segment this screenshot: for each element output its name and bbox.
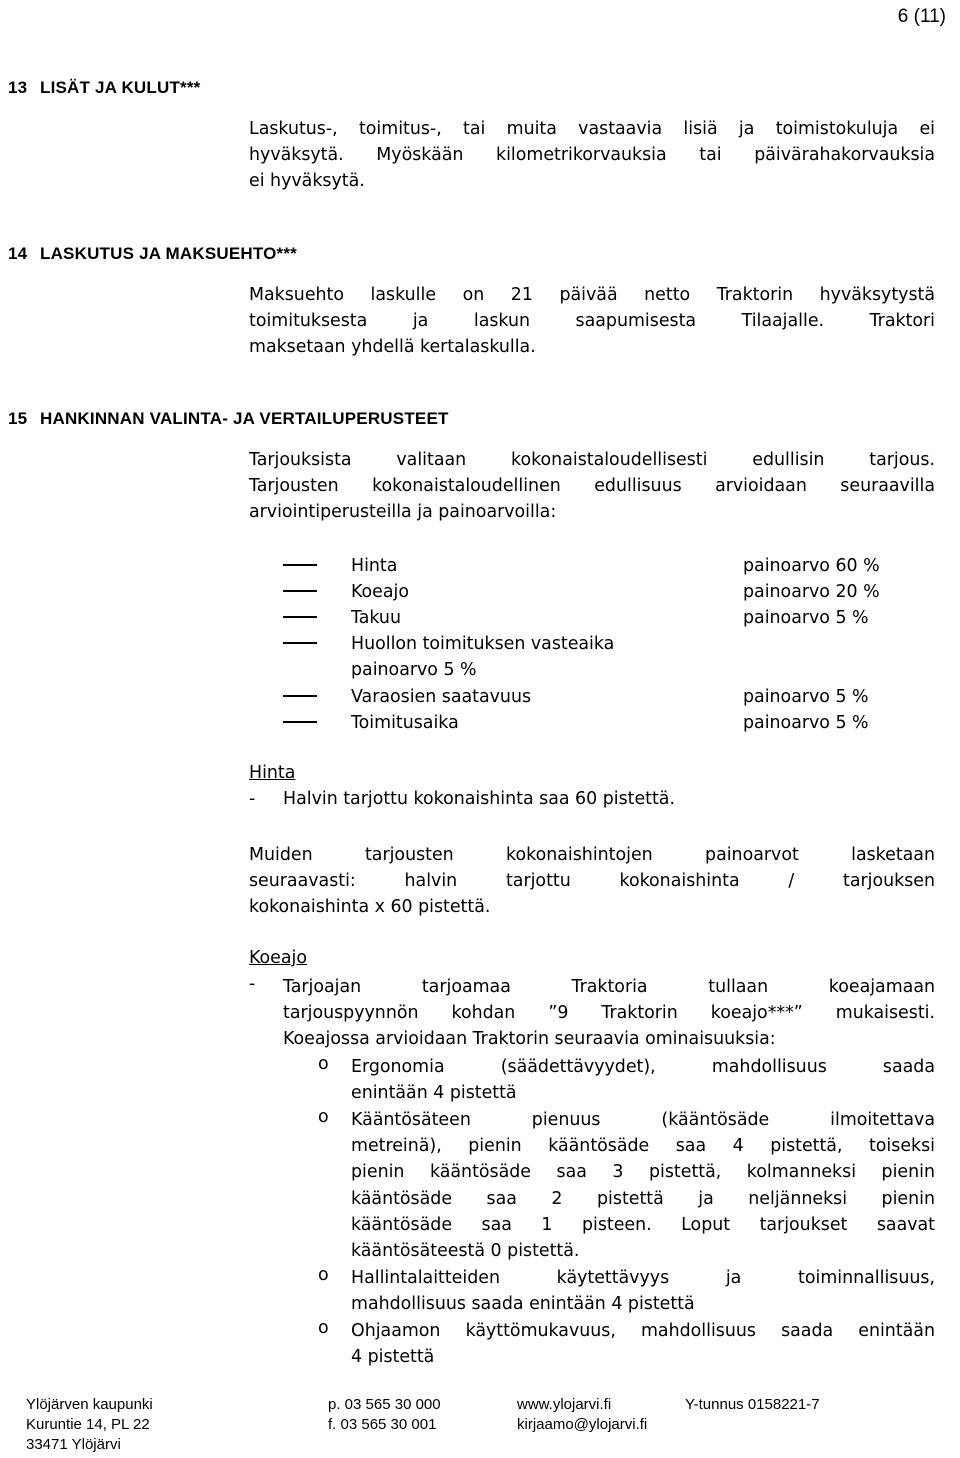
footer-fax: f. 03 565 30 001 <box>328 1416 437 1433</box>
section-13-heading <box>8 78 201 98</box>
text-line: Muiden tarjousten kokonaishintojen painoarvot lasketaan <box>249 845 935 865</box>
section-number: 13 <box>8 78 28 97</box>
footer-org-block <box>26 1395 153 1455</box>
text-line: arviointiperusteilla ja painoarvoilla: <box>249 502 557 523</box>
koeajo-subitem <box>351 1265 935 1317</box>
text-line: ei hyväksytä. <box>249 171 365 192</box>
hinta-item-text: Halvin tarjottu kokonaishinta saa 60 pistettä. <box>283 789 675 809</box>
footer-web-link[interactable]: www.ylojarvi.fi <box>517 1396 612 1413</box>
criteria-item <box>283 710 869 736</box>
criteria-weight: painoarvo 5 % <box>743 713 869 733</box>
text-line: tarjouspyynnön kohdan ”9 Traktorin koeajo***” mukaisesti. <box>283 1003 935 1024</box>
text-line: kokonaishinta x 60 pistettä. <box>249 897 491 918</box>
section-title: LASKUTUS JA MAKSUEHTO*** <box>40 244 297 263</box>
koeajo-subitem <box>351 1318 935 1370</box>
criteria-name: Varaosien saatavuus <box>351 687 532 707</box>
page-number: 6 (11) <box>897 6 946 27</box>
footer-phone: p. 03 565 30 000 <box>328 1396 441 1413</box>
section-title: HANKINNAN VALINTA- JA VERTAILUPERUSTEET <box>40 409 449 428</box>
section-15-heading <box>8 409 449 429</box>
criteria-weight-wrapped: painoarvo 5 % <box>351 660 477 680</box>
o-bullet: o <box>318 1107 329 1127</box>
text-line: Kääntösäteen pienuus (kääntösäde ilmoitettava <box>351 1110 935 1130</box>
criteria-item <box>283 631 614 657</box>
o-bullet: o <box>318 1318 329 1338</box>
criteria-weight: painoarvo 60 % <box>743 556 880 576</box>
dash-bullet <box>283 616 317 618</box>
text-line: toimituksesta ja laskun saapumisesta Tilaajalle. Traktori <box>249 311 935 332</box>
hyphen-bullet: - <box>249 974 256 994</box>
text-line: Ergonomia (säädettävyydet), mahdollisuus saada <box>351 1057 935 1077</box>
section-15-intro <box>249 447 935 526</box>
o-bullet: o <box>318 1054 329 1074</box>
dash-bullet <box>283 564 317 566</box>
section-14-heading <box>8 244 297 264</box>
criteria-weight: painoarvo 5 % <box>743 608 869 628</box>
criteria-item <box>283 605 869 631</box>
criteria-name: Toimitusaika <box>351 713 459 733</box>
text-line: kääntösäteestä 0 pistettä. <box>351 1241 580 1262</box>
koeajo-item <box>283 974 935 1053</box>
text-line: Ohjaamon käyttömukavuus, mahdollisuus saada enintään <box>351 1321 935 1341</box>
dash-bullet <box>283 642 317 644</box>
text-line: metreinä), pienin kääntösäde saa 4 pistettä, toiseksi <box>351 1136 935 1157</box>
footer-address: Kuruntie 14, PL 22 <box>26 1416 150 1433</box>
criteria-item <box>283 684 869 710</box>
text-line: Hallintalaitteiden käytettävyys ja toiminnallisuus, <box>351 1268 935 1288</box>
text-line: Laskutus-, toimitus-, tai muita vastaavia lisiä ja toimistokuluja ei <box>249 119 935 139</box>
dash-bullet <box>283 695 317 697</box>
criteria-name: Takuu <box>351 608 401 628</box>
text-line: Maksuehto laskulle on 21 päivää netto Traktorin hyväksytystä <box>249 285 935 305</box>
criteria-item <box>283 579 880 605</box>
text-line: maksetaan yhdellä kertalaskulla. <box>249 337 536 358</box>
dash-bullet <box>283 721 317 723</box>
koeajo-subitem <box>351 1107 935 1264</box>
text-line: Tarjouksista valitaan kokonaistaloudellisesti edullisin tarjous. <box>249 450 935 470</box>
koeajo-heading: Koeajo <box>249 948 308 968</box>
criteria-name: Huollon toimituksen vasteaika <box>351 634 615 654</box>
text-line: kääntösäde saa 1 pisteen. Loput tarjoukset saavat <box>351 1214 935 1235</box>
criteria-weight: painoarvo 20 % <box>743 582 880 602</box>
hyphen-bullet: - <box>249 789 256 809</box>
o-bullet: o <box>318 1265 329 1285</box>
section-number: 15 <box>8 409 28 428</box>
criteria-name: Koeajo <box>351 582 410 602</box>
text-line: 4 pistettä <box>351 1347 435 1368</box>
criteria-item <box>283 553 880 579</box>
criteria-weight: painoarvo 5 % <box>743 687 869 707</box>
text-line: pienin kääntösäde saa 3 pistettä, kolmanneksi pienin <box>351 1162 935 1183</box>
text-line: Koeajossa arvioidaan Traktorin seuraavia ominaisuuksia: <box>283 1029 776 1050</box>
section-title: LISÄT JA KULUT*** <box>40 78 201 97</box>
text-line: enintään 4 pistettä <box>351 1083 517 1104</box>
text-line: Tarjoajan tarjoamaa Traktoria tullaan koeajamaan <box>283 977 935 997</box>
criteria-name: Hinta <box>351 556 398 576</box>
hinta-heading: Hinta <box>249 763 296 783</box>
text-line: Tarjousten kokonaistaloudellinen edullisuus arvioidaan seuraavilla <box>249 476 935 497</box>
text-line: hyväksytä. Myöskään kilometrikorvauksia tai päivärahakorvauksia <box>249 145 935 166</box>
footer-email-link[interactable]: kirjaamo@ylojarvi.fi <box>517 1416 648 1433</box>
footer-web-block <box>517 1395 647 1435</box>
section-number: 14 <box>8 244 28 263</box>
text-line: seuraavasti: halvin tarjottu kokonaishinta / tarjouksen <box>249 871 935 892</box>
section-14-body <box>249 282 935 361</box>
footer-phone-block <box>328 1395 441 1435</box>
hinta-paragraph <box>249 842 935 921</box>
koeajo-subitem <box>351 1054 935 1106</box>
text-line: kääntösäde saa 2 pistettä ja neljänneksi pienin <box>351 1188 935 1209</box>
section-13-body <box>249 116 935 195</box>
footer-business-id: Y-tunnus 0158221-7 <box>685 1396 820 1413</box>
footer-org: Ylöjärven kaupunki <box>26 1396 153 1413</box>
hinta-item <box>249 789 675 809</box>
text-line: mahdollisuus saada enintään 4 pistettä <box>351 1294 695 1315</box>
footer-postal: 33471 Ylöjärvi <box>26 1436 121 1453</box>
dash-bullet <box>283 590 317 592</box>
